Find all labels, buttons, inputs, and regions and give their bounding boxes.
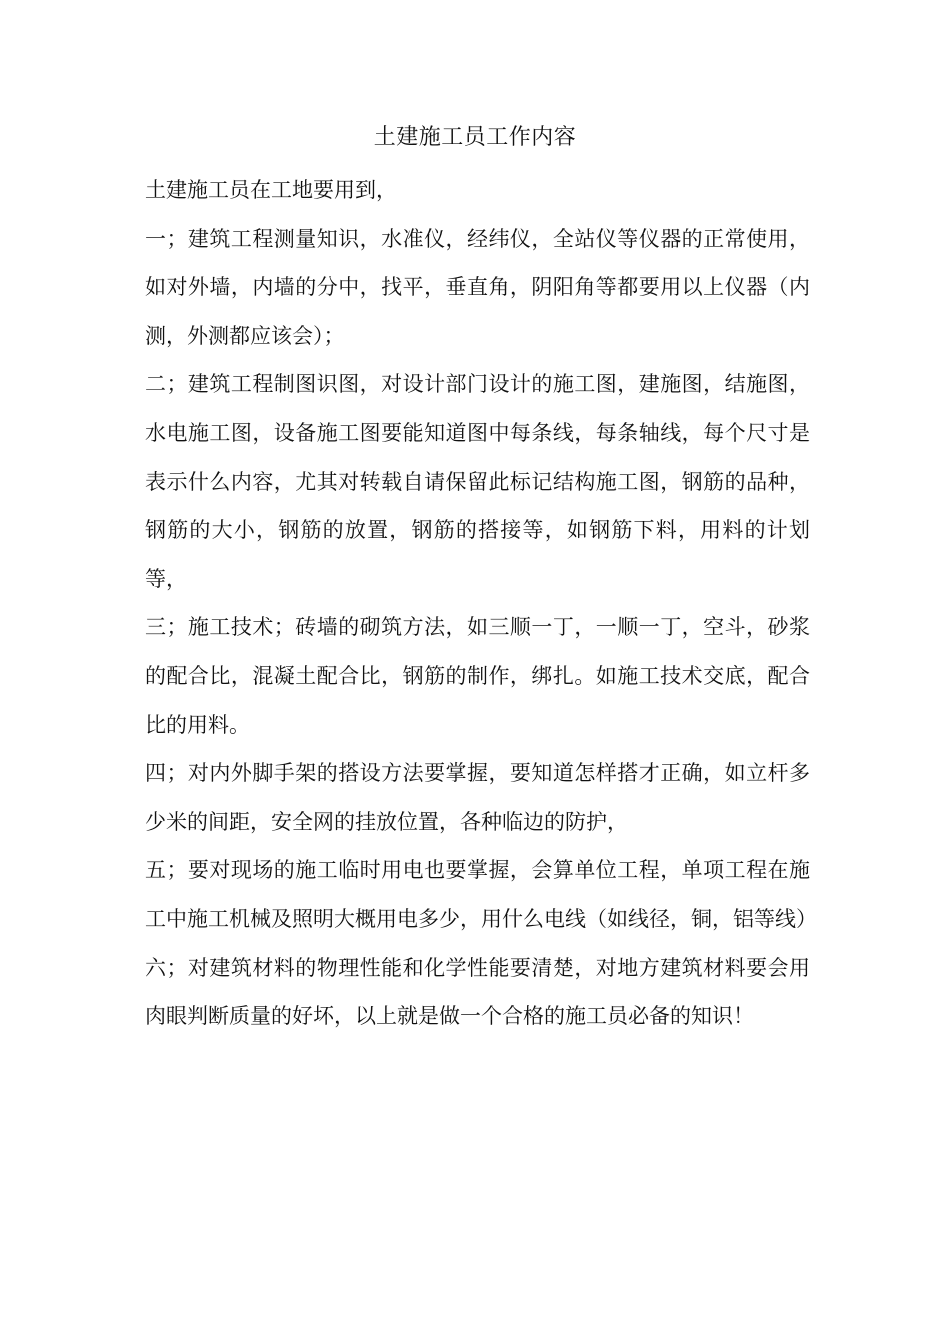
paragraph-2-drawings: 二；建筑工程制图识图，对设计部门设计的施工图，建施图，结施图，水电施工图，设备施工图要能知道图中每条线，每条轴线，每个尺寸是表示什么内容，尤其对转载自请保留此标记结构施工图，钢筋的品种，钢筋的大小，钢筋的放置，钢筋的搭接等，如钢筋下料，用料的计划等， [145,372,810,591]
document-body [145,166,817,1041]
paragraph-1-measurement: 一；建筑工程测量知识，水准仪，经纬仪，全站仪等仪器的正常使用，如对外墙，内墙的分中，找平，垂直角，阴阳角等都要用以上仪器（内测，外测都应该会）； [145,226,810,348]
intro-paragraph: 土建施工员在工地要用到， [145,178,397,202]
paragraph-6-materials: 六；对建筑材料的物理性能和化学性能要清楚，对地方建筑材料要会用肉眼判断质量的好坏，以上就是做一个合格的施工员必备的知识！ [145,955,810,1029]
paragraph-3-construction-technique: 三；施工技术；砖墙的砌筑方法，如三顺一丁，一顺一丁，空斗，砂浆的配合比，混凝土配合比，钢筋的制作，绑扎。如施工技术交底，配合比的用料。 [145,615,810,737]
paragraph-4-scaffolding: 四；对内外脚手架的搭设方法要掌握，要知道怎样搭才正确，如立杆多少米的间距，安全网的挂放位置，各种临边的防护， [145,761,810,834]
paragraph-5-temporary-power: 五；要对现场的施工临时用电也要掌握，会算单位工程，单项工程在施工中施工机械及照明大概用电多少，用什么电线（如线径，铜，铝等线） [145,858,817,931]
document-title: 土建施工员工作内容 [373,125,577,150]
